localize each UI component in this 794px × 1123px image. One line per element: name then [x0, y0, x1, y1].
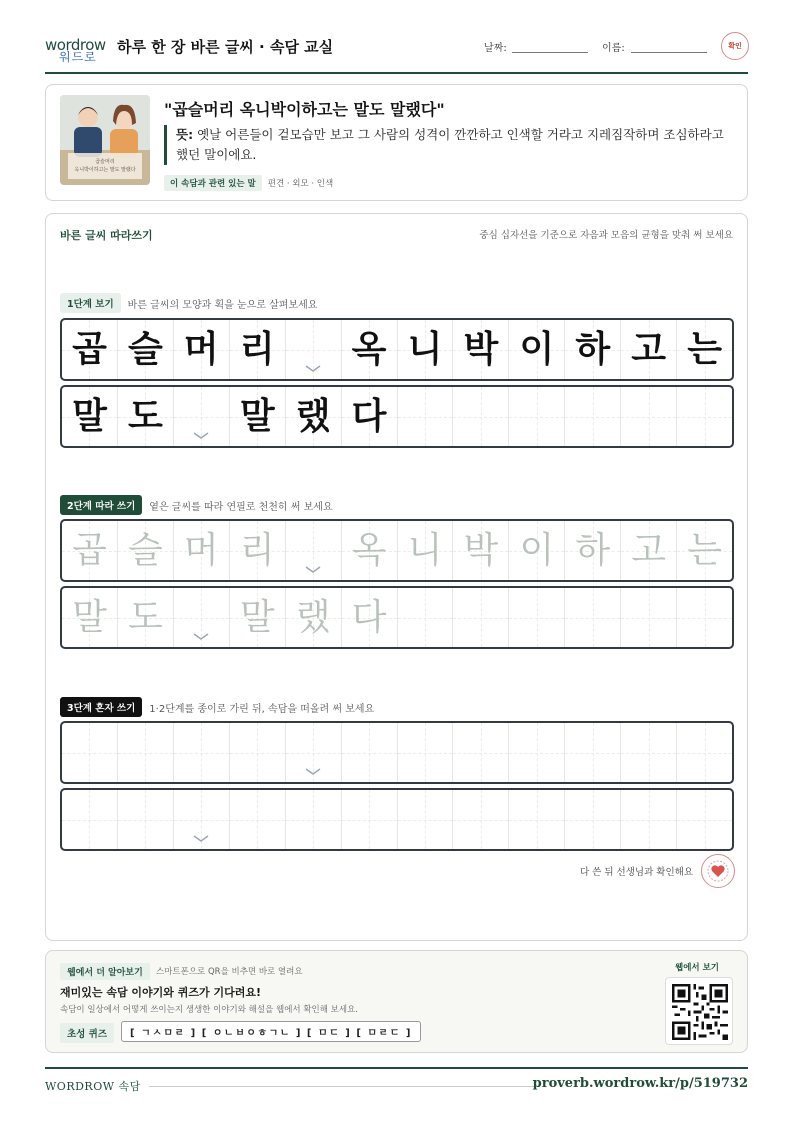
meaning-text: 옛날 어른들이 겉모습만 보고 그 사람의 성격이 깐깐하고 인색할 거라고 지레짐작하며 조심하라고 했던 말이에요.	[176, 127, 724, 162]
check-stamp: 확인	[721, 32, 749, 60]
writing-cell[interactable]	[62, 521, 118, 580]
grid-character: 말	[72, 596, 107, 638]
step-1	[60, 293, 317, 313]
writing-cell	[621, 387, 677, 446]
related-badge: 이 속담과 관련 있는 말	[164, 175, 262, 191]
grid-character: 말	[239, 596, 275, 638]
grid-character: 랬	[295, 596, 331, 638]
proverb-card	[45, 84, 748, 201]
grid-character: 니	[407, 529, 443, 571]
writing-cell[interactable]	[62, 588, 118, 647]
space-marker-icon	[304, 566, 322, 574]
grid-character: 다	[351, 395, 387, 437]
writing-cell[interactable]	[230, 790, 286, 849]
step-3-text: 1·2단계를 종이로 가린 뒤, 속담을 떠올려 써 보세요	[149, 703, 375, 715]
footer-brand: WORDROW 속담	[45, 1080, 141, 1093]
writing-cell[interactable]	[398, 588, 454, 647]
grid-character: 리	[239, 529, 275, 571]
writing-cell[interactable]	[621, 723, 677, 782]
trace-grid-line-2[interactable]	[60, 586, 734, 649]
writing-cell[interactable]	[342, 790, 398, 849]
writing-cell[interactable]	[286, 723, 342, 782]
writing-cell[interactable]	[342, 521, 398, 580]
grid-character: 는	[687, 328, 722, 370]
qr-code[interactable]	[665, 977, 733, 1045]
step-2	[60, 495, 333, 515]
writing-cell	[174, 387, 230, 446]
step-2-badge: 2단계 따라 쓰기	[60, 495, 142, 515]
meaning-label: 뜻:	[176, 127, 194, 142]
writing-cell	[342, 320, 398, 379]
writing-cell[interactable]	[621, 521, 677, 580]
grid-character: 슬	[127, 529, 163, 571]
related-text: 편견 · 외모 · 인색	[267, 179, 334, 189]
proverb-illustration	[60, 95, 150, 185]
writing-cell[interactable]	[118, 521, 174, 580]
writing-cell[interactable]	[677, 723, 732, 782]
web-section	[45, 950, 748, 1053]
grid-character: 곱	[72, 529, 107, 571]
writing-cell	[453, 387, 509, 446]
footer-url[interactable]: proverb.wordrow.kr/p/519732	[532, 1076, 748, 1091]
grid-character: 박	[463, 529, 499, 571]
qr-icon	[672, 984, 728, 1040]
quiz-badge: 초성 퀴즈	[60, 1023, 114, 1043]
writing-cell[interactable]	[509, 521, 565, 580]
heart-stamp	[701, 854, 735, 888]
grid-character: 고	[631, 529, 667, 571]
writing-cell	[677, 320, 732, 379]
trace-grid-line-1[interactable]	[60, 519, 734, 582]
grid-character: 하	[575, 529, 611, 571]
space-marker-icon	[304, 365, 322, 373]
writing-cell	[453, 320, 509, 379]
heart-icon	[707, 860, 729, 882]
writing-cell[interactable]	[677, 521, 732, 580]
writing-cell[interactable]	[453, 723, 509, 782]
writing-cell[interactable]	[621, 790, 677, 849]
writing-cell[interactable]	[398, 521, 454, 580]
view-grid-line-1	[60, 318, 734, 381]
writing-cell[interactable]	[621, 588, 677, 647]
grid-character: 랬	[295, 395, 331, 437]
grid-character: 머	[183, 529, 219, 571]
writing-cell[interactable]	[565, 790, 621, 849]
writing-cell[interactable]	[286, 521, 342, 580]
date-field[interactable]	[512, 52, 588, 53]
writing-cell	[398, 320, 454, 379]
writing-cell	[174, 320, 230, 379]
writing-cell	[62, 387, 118, 446]
writing-cell	[677, 387, 732, 446]
grid-character: 고	[631, 328, 667, 370]
writing-cell	[565, 320, 621, 379]
space-marker-icon	[192, 432, 210, 440]
practice-guide: 중심 십자선을 기준으로 자음과 모음의 균형을 맞춰 써 보세요	[479, 230, 733, 241]
logo-korean: 워드로	[59, 50, 97, 64]
grid-character: 박	[463, 328, 499, 370]
writing-cell[interactable]	[509, 723, 565, 782]
grid-character: 옥	[351, 529, 387, 571]
writing-cell[interactable]	[398, 790, 454, 849]
writing-cell[interactable]	[230, 521, 286, 580]
writing-cell[interactable]	[509, 790, 565, 849]
grid-character: 다	[351, 596, 387, 638]
teacher-check-text: 다 쓴 뒤 선생님과 확인해요	[579, 867, 693, 878]
grid-character: 는	[687, 529, 722, 571]
writing-cell[interactable]	[174, 588, 230, 647]
writing-cell[interactable]	[118, 790, 174, 849]
web-description: 속담이 일상에서 어떻게 쓰이는지 생생한 이야기와 해설을 웹에서 확인해 보세요.	[60, 1005, 358, 1015]
writing-cell[interactable]	[286, 790, 342, 849]
space-marker-icon	[304, 768, 322, 776]
grid-character: 도	[127, 395, 163, 437]
writing-cell[interactable]	[118, 588, 174, 647]
grid-character: 하	[575, 328, 611, 370]
writing-cell[interactable]	[342, 723, 398, 782]
chosung-quiz: [ ㄱㅅㅁㄹ ] [ ㅇㄴㅂㅇㅎㄱㄴ ] [ ㅁㄷ ] [ ㅁㄹㄷ ]	[121, 1021, 421, 1042]
writing-cell[interactable]	[677, 790, 732, 849]
writing-cell	[62, 320, 118, 379]
writing-cell	[565, 387, 621, 446]
web-subtext: 스마트폰으로 QR을 비추면 바로 열려요	[156, 967, 303, 977]
wordrow-logo	[45, 34, 107, 64]
step-2-text: 옅은 글씨를 따라 연필로 천천히 써 보세요	[149, 501, 333, 513]
grid-character: 이	[519, 328, 555, 370]
related-words	[164, 175, 333, 191]
step-1-badge: 1단계 보기	[60, 293, 121, 313]
writing-cell[interactable]	[453, 790, 509, 849]
step-1-text: 바른 글씨의 모양과 획을 눈으로 살펴보세요	[127, 299, 318, 311]
practice-section	[45, 213, 748, 941]
grid-character: 리	[239, 328, 275, 370]
date-label: 날짜:	[484, 43, 507, 54]
step-3-badge: 3단계 혼자 쓰기	[60, 697, 142, 717]
grid-character: 머	[183, 328, 219, 370]
writing-cell[interactable]	[174, 723, 230, 782]
grid-character: 말	[72, 395, 107, 437]
grid-character: 도	[127, 596, 163, 638]
practice-title: 바른 글씨 따라쓰기	[60, 229, 153, 242]
grid-character: 말	[239, 395, 275, 437]
svg-text:곱슬머리: 곱슬머리	[95, 159, 115, 165]
writing-cell	[509, 387, 565, 446]
writing-cell	[230, 320, 286, 379]
writing-cell[interactable]	[677, 588, 732, 647]
writing-cell[interactable]	[230, 723, 286, 782]
writing-cell	[621, 320, 677, 379]
grid-character: 곱	[72, 328, 107, 370]
writing-cell[interactable]	[453, 588, 509, 647]
writing-cell[interactable]	[174, 790, 230, 849]
proverb-meaning	[164, 125, 724, 165]
grid-character: 니	[407, 328, 443, 370]
svg-text:옥니박이하고는 말도 말랬다: 옥니박이하고는 말도 말랬다	[74, 167, 136, 173]
name-label: 이름:	[602, 43, 625, 54]
write-grid-line-2[interactable]	[60, 788, 734, 851]
step-3	[60, 697, 374, 717]
writing-cell[interactable]	[509, 588, 565, 647]
grid-character: 옥	[351, 328, 387, 370]
writing-cell	[230, 387, 286, 446]
footer-divider	[149, 1086, 536, 1087]
writing-cell[interactable]	[174, 521, 230, 580]
write-grid-line-1[interactable]	[60, 721, 734, 784]
space-marker-icon	[192, 835, 210, 843]
view-grid-line-2	[60, 385, 734, 448]
writing-cell	[286, 320, 342, 379]
writing-cell[interactable]	[118, 723, 174, 782]
grid-character: 슬	[127, 328, 163, 370]
proverb-title: "곱슬머리 옥니박이하고는 말도 말랬다"	[164, 100, 445, 119]
web-headline: 재미있는 속담 이야기와 퀴즈가 기다려요!	[60, 986, 261, 999]
writing-cell[interactable]	[342, 588, 398, 647]
name-field[interactable]	[631, 52, 707, 53]
writing-cell	[118, 320, 174, 379]
writing-cell	[398, 387, 454, 446]
page-footer	[45, 1067, 748, 1097]
writing-cell[interactable]	[62, 723, 118, 782]
writing-cell[interactable]	[286, 588, 342, 647]
web-badge: 웹에서 더 알아보기	[60, 963, 150, 980]
logo-word: wordrow	[45, 36, 106, 54]
writing-cell[interactable]	[565, 723, 621, 782]
writing-cell[interactable]	[62, 790, 118, 849]
writing-cell	[118, 387, 174, 446]
page-header	[45, 30, 748, 74]
writing-cell[interactable]	[230, 588, 286, 647]
grid-character: 이	[519, 529, 555, 571]
space-marker-icon	[192, 633, 210, 641]
qr-label: 웹에서 보기	[674, 963, 719, 973]
writing-cell[interactable]	[398, 723, 454, 782]
writing-cell[interactable]	[565, 588, 621, 647]
worksheet-title: 하루 한 장 바른 글씨 · 속담 교실	[117, 38, 334, 56]
writing-cell	[509, 320, 565, 379]
writing-cell[interactable]	[565, 521, 621, 580]
writing-cell[interactable]	[453, 521, 509, 580]
writing-cell	[286, 387, 342, 446]
writing-cell	[342, 387, 398, 446]
